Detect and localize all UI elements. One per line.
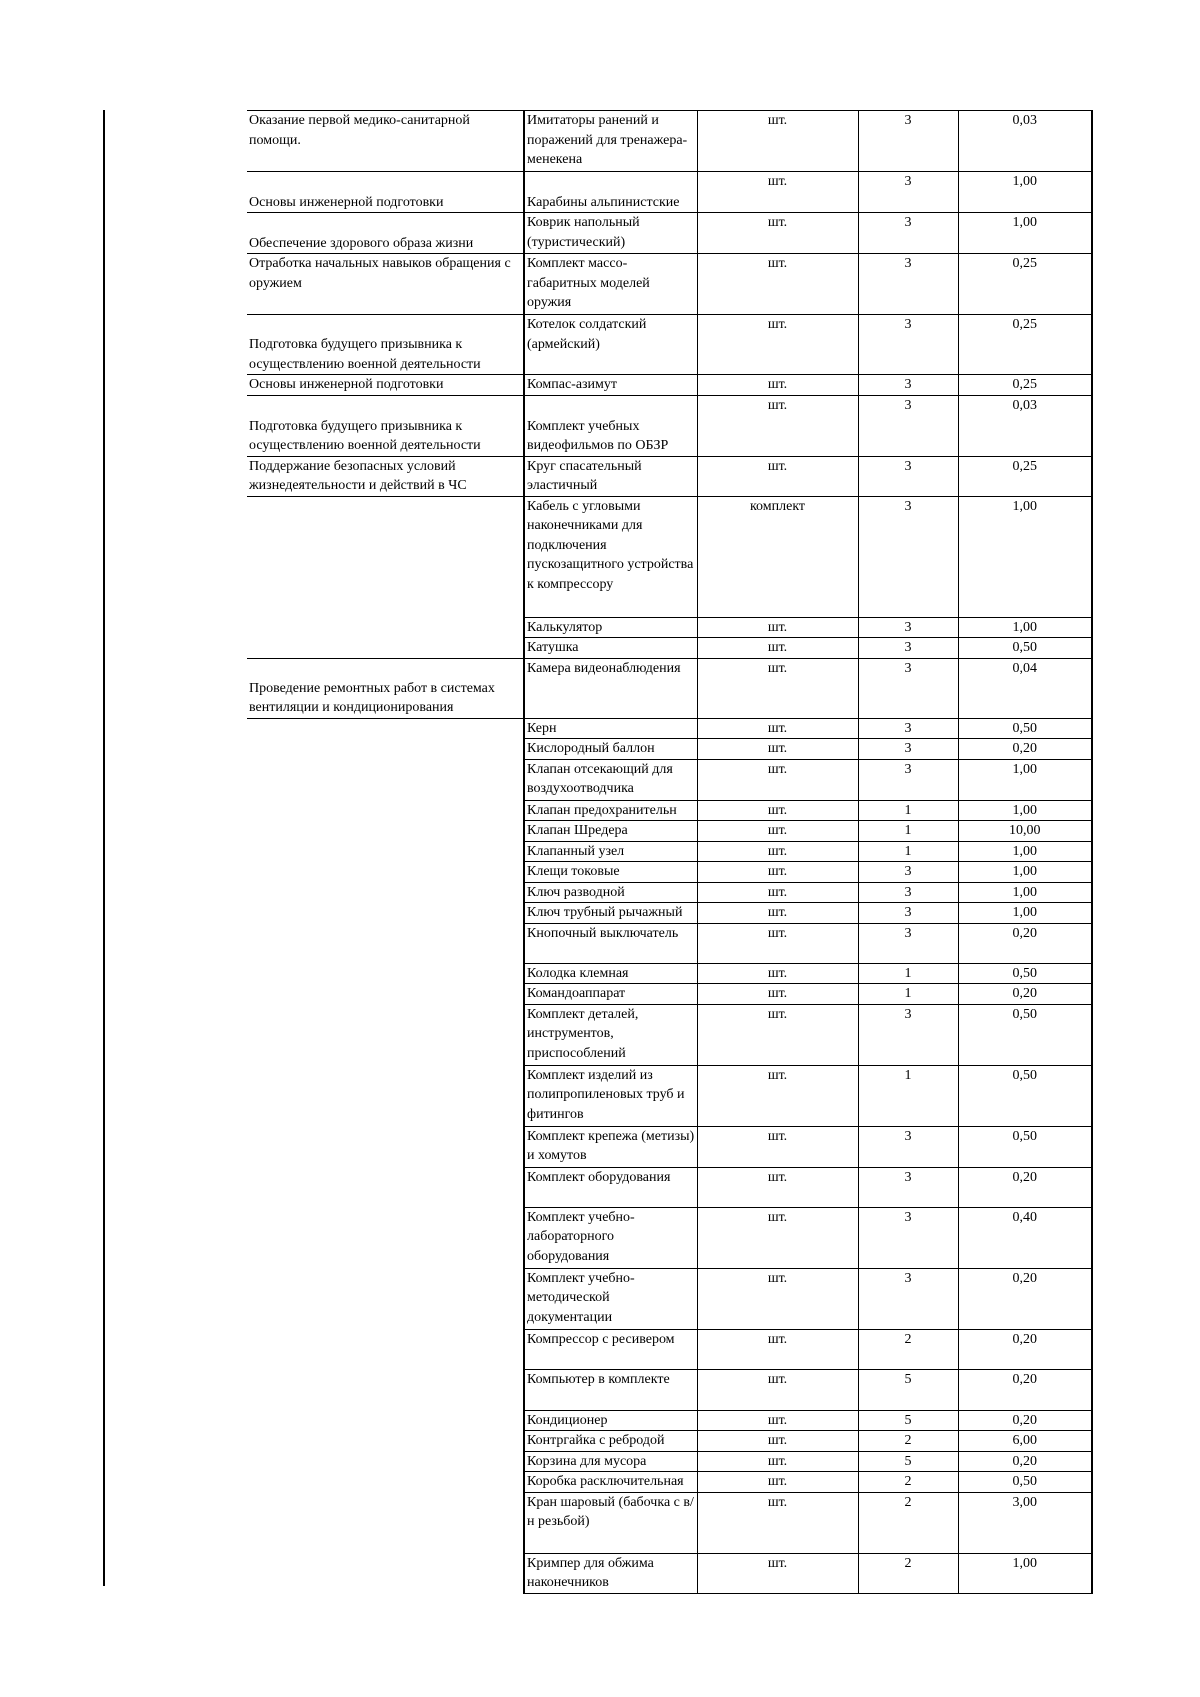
section-cell [247, 759, 524, 800]
unit-cell: шт. [697, 638, 858, 659]
qty-cell: 3 [858, 658, 958, 718]
table-row [247, 638, 1092, 659]
unit-cell: шт. [697, 1329, 858, 1369]
item-cell: Комплект учебно-методической документации [524, 1268, 697, 1329]
table-row [247, 923, 1092, 963]
unit-cell: шт. [697, 903, 858, 924]
coef-cell: 1,00 [958, 841, 1092, 862]
unit-cell: шт. [697, 1167, 858, 1207]
coef-cell: 0,25 [958, 254, 1092, 315]
item-cell: Керн [524, 718, 697, 739]
section-cell: Основы инженерной подготовки [247, 375, 524, 396]
unit-cell: шт. [697, 759, 858, 800]
section-cell [247, 882, 524, 903]
unit-cell: шт. [697, 1553, 858, 1593]
item-cell: Контргайка с ребродой [524, 1431, 697, 1452]
unit-cell: шт. [697, 1369, 858, 1410]
item-cell: Кримпер для обжима наконечников [524, 1553, 697, 1593]
qty-cell: 3 [858, 862, 958, 883]
coef-cell: 0,20 [958, 1369, 1092, 1410]
table-row [247, 254, 1092, 315]
section-cell [247, 739, 524, 760]
section-cell: Проведение ремонтных работ в системах вентиляции и кондиционирования [247, 658, 524, 718]
table-row [247, 315, 1092, 375]
coef-cell: 0,20 [958, 1410, 1092, 1431]
item-cell: Комплект учебных видеофильмов по ОБЗР [524, 395, 697, 456]
unit-cell: шт. [697, 658, 858, 718]
section-cell [247, 1126, 524, 1167]
table-row [247, 1410, 1092, 1431]
section-cell: Основы инженерной подготовки [247, 172, 524, 213]
qty-cell: 3 [858, 213, 958, 254]
section-cell [247, 1329, 524, 1369]
table-row [247, 882, 1092, 903]
item-cell: Клапан отсекающий для воздухоотводчика [524, 759, 697, 800]
coef-cell: 6,00 [958, 1431, 1092, 1452]
item-cell: Компьютер в комплекте [524, 1369, 697, 1410]
item-cell: Карабины альпинистские [524, 172, 697, 213]
item-cell: Колодка клемная [524, 963, 697, 984]
item-cell: Компрессор с ресивером [524, 1329, 697, 1369]
qty-cell: 2 [858, 1472, 958, 1493]
item-cell: Катушка [524, 638, 697, 659]
item-cell: Клещи токовые [524, 862, 697, 883]
coef-cell: 0,20 [958, 984, 1092, 1005]
coef-cell: 0,20 [958, 1167, 1092, 1207]
table-row [247, 213, 1092, 254]
table-row [247, 903, 1092, 924]
qty-cell: 1 [858, 963, 958, 984]
section-cell [247, 718, 524, 739]
unit-cell: шт. [697, 862, 858, 883]
unit-cell: шт. [697, 882, 858, 903]
table-row [247, 375, 1092, 396]
table-row [247, 1369, 1092, 1410]
table-row [247, 1553, 1092, 1593]
unit-cell: шт. [697, 1451, 858, 1472]
table-row [247, 984, 1092, 1005]
coef-cell: 0,03 [958, 111, 1092, 172]
table-row [247, 1126, 1092, 1167]
table-row [247, 821, 1092, 842]
equipment-table [247, 110, 1093, 1594]
unit-cell: шт. [697, 1126, 858, 1167]
table-row [247, 862, 1092, 883]
item-cell: Коврик напольный (туристический) [524, 213, 697, 254]
qty-cell: 3 [858, 1004, 958, 1065]
table-row [247, 496, 1092, 617]
margin-line [103, 110, 105, 1586]
unit-cell: шт. [697, 456, 858, 496]
unit-cell: шт. [697, 1410, 858, 1431]
qty-cell: 3 [858, 759, 958, 800]
item-cell: Круг спасательный эластичный [524, 456, 697, 496]
qty-cell: 2 [858, 1553, 958, 1593]
item-cell: Калькулятор [524, 617, 697, 638]
coef-cell: 0,20 [958, 1268, 1092, 1329]
coef-cell: 0,25 [958, 375, 1092, 396]
qty-cell: 3 [858, 923, 958, 963]
coef-cell: 1,00 [958, 1553, 1092, 1593]
item-cell: Кнопочный выключатель [524, 923, 697, 963]
coef-cell: 3,00 [958, 1492, 1092, 1553]
section-cell [247, 1451, 524, 1472]
qty-cell: 1 [858, 984, 958, 1005]
unit-cell: шт. [697, 315, 858, 375]
table-row [247, 1329, 1092, 1369]
coef-cell: 0,20 [958, 739, 1092, 760]
section-cell [247, 638, 524, 659]
table-row [247, 1207, 1092, 1268]
qty-cell: 2 [858, 1431, 958, 1452]
table-row [247, 739, 1092, 760]
unit-cell: шт. [697, 1065, 858, 1126]
section-cell [247, 1410, 524, 1431]
coef-cell: 1,00 [958, 617, 1092, 638]
qty-cell: 3 [858, 395, 958, 456]
coef-cell: 1,00 [958, 759, 1092, 800]
table-row [247, 1431, 1092, 1452]
unit-cell: шт. [697, 1472, 858, 1493]
unit-cell: шт. [697, 617, 858, 638]
qty-cell: 1 [858, 821, 958, 842]
item-cell: Клапан предохранительн [524, 800, 697, 821]
table-row [247, 172, 1092, 213]
section-cell [247, 862, 524, 883]
unit-cell: шт. [697, 984, 858, 1005]
section-cell [247, 1369, 524, 1410]
item-cell: Кран шаровый (бабочка с в/н резьбой) [524, 1492, 697, 1553]
section-cell [247, 1167, 524, 1207]
unit-cell: шт. [697, 963, 858, 984]
unit-cell: шт. [697, 1431, 858, 1452]
qty-cell: 1 [858, 841, 958, 862]
item-cell: Кабель с угловыми наконечниками для подключения пускозащитного устройства к компрессору [524, 496, 697, 617]
section-cell [247, 821, 524, 842]
item-cell: Комплект массо-габаритных моделей оружия [524, 254, 697, 315]
qty-cell: 3 [858, 315, 958, 375]
qty-cell: 3 [858, 718, 958, 739]
coef-cell: 1,00 [958, 882, 1092, 903]
table-row [247, 1004, 1092, 1065]
coef-cell: 1,00 [958, 862, 1092, 883]
table-row [247, 718, 1092, 739]
coef-cell: 0,20 [958, 1329, 1092, 1369]
section-cell: Отработка начальных навыков обращения с оружием [247, 254, 524, 315]
section-cell: Оказание первой медико-санитарной помощи. [247, 111, 524, 172]
unit-cell: шт. [697, 1492, 858, 1553]
qty-cell: 5 [858, 1451, 958, 1472]
section-cell [247, 1268, 524, 1329]
item-cell: Кислородный баллон [524, 739, 697, 760]
table-row [247, 395, 1092, 456]
qty-cell: 3 [858, 903, 958, 924]
coef-cell: 0,40 [958, 1207, 1092, 1268]
unit-cell: шт. [697, 213, 858, 254]
unit-cell: шт. [697, 718, 858, 739]
item-cell: Клапанный узел [524, 841, 697, 862]
table-row [247, 1167, 1092, 1207]
section-cell [247, 1492, 524, 1553]
qty-cell: 1 [858, 800, 958, 821]
item-cell: Ключ разводной [524, 882, 697, 903]
coef-cell: 0,50 [958, 1004, 1092, 1065]
equipment-table-body [247, 111, 1092, 1594]
item-cell: Командоаппарат [524, 984, 697, 1005]
table-row [247, 658, 1092, 718]
qty-cell: 3 [858, 1167, 958, 1207]
item-cell: Комплект изделий из полипропиленовых труб и фитингов [524, 1065, 697, 1126]
unit-cell: шт. [697, 739, 858, 760]
section-cell [247, 841, 524, 862]
item-cell: Имитаторы ранений и поражений для тренажера-менекена [524, 111, 697, 172]
section-cell [247, 923, 524, 963]
section-cell [247, 617, 524, 638]
section-cell [247, 963, 524, 984]
qty-cell: 3 [858, 882, 958, 903]
qty-cell: 3 [858, 739, 958, 760]
coef-cell: 0,20 [958, 1451, 1092, 1472]
qty-cell: 3 [858, 254, 958, 315]
unit-cell: шт. [697, 1268, 858, 1329]
item-cell: Комплект крепежа (метизы) и хомутов [524, 1126, 697, 1167]
coef-cell: 0,03 [958, 395, 1092, 456]
coef-cell: 0,25 [958, 456, 1092, 496]
qty-cell: 3 [858, 1268, 958, 1329]
qty-cell: 5 [858, 1410, 958, 1431]
section-cell [247, 1065, 524, 1126]
unit-cell: шт. [697, 111, 858, 172]
qty-cell: 2 [858, 1329, 958, 1369]
table-row [247, 1472, 1092, 1493]
table-row [247, 456, 1092, 496]
section-cell [247, 1472, 524, 1493]
section-cell [247, 1553, 524, 1593]
coef-cell: 0,50 [958, 1065, 1092, 1126]
section-cell [247, 1431, 524, 1452]
section-cell [247, 903, 524, 924]
coef-cell: 0,50 [958, 638, 1092, 659]
section-cell: Поддержание безопасных условий жизнедеятельности и действий в ЧС [247, 456, 524, 496]
section-cell [247, 1004, 524, 1065]
unit-cell: шт. [697, 1004, 858, 1065]
unit-cell: шт. [697, 923, 858, 963]
table-row [247, 1492, 1092, 1553]
unit-cell: шт. [697, 841, 858, 862]
table-row [247, 617, 1092, 638]
coef-cell: 1,00 [958, 213, 1092, 254]
qty-cell: 3 [858, 111, 958, 172]
qty-cell: 3 [858, 638, 958, 659]
unit-cell: шт. [697, 800, 858, 821]
table-row [247, 111, 1092, 172]
item-cell: Корзина для мусора [524, 1451, 697, 1472]
qty-cell: 3 [858, 375, 958, 396]
section-cell: Подготовка будущего призывника к осуществлению военной деятельности [247, 395, 524, 456]
item-cell: Компас-азимут [524, 375, 697, 396]
section-cell [247, 1207, 524, 1268]
section-cell [247, 496, 524, 617]
table-row [247, 1065, 1092, 1126]
unit-cell: шт. [697, 375, 858, 396]
coef-cell: 0,04 [958, 658, 1092, 718]
table-row [247, 963, 1092, 984]
qty-cell: 3 [858, 496, 958, 617]
table-row [247, 1268, 1092, 1329]
qty-cell: 3 [858, 617, 958, 638]
item-cell: Ключ трубный рычажный [524, 903, 697, 924]
item-cell: Коробка расключительная [524, 1472, 697, 1493]
table-row [247, 800, 1092, 821]
qty-cell: 2 [858, 1492, 958, 1553]
unit-cell: шт. [697, 1207, 858, 1268]
coef-cell: 0,50 [958, 1126, 1092, 1167]
unit-cell: шт. [697, 821, 858, 842]
qty-cell: 3 [858, 1126, 958, 1167]
qty-cell: 3 [858, 1207, 958, 1268]
unit-cell: комплект [697, 496, 858, 617]
qty-cell: 5 [858, 1369, 958, 1410]
item-cell: Комплект оборудования [524, 1167, 697, 1207]
table-row [247, 841, 1092, 862]
table-row [247, 1451, 1092, 1472]
coef-cell: 0,25 [958, 315, 1092, 375]
table-row [247, 759, 1092, 800]
item-cell: Комплект учебно-лабораторного оборудования [524, 1207, 697, 1268]
item-cell: Камера видеонаблюдения [524, 658, 697, 718]
coef-cell: 1,00 [958, 903, 1092, 924]
coef-cell: 1,00 [958, 496, 1092, 617]
qty-cell: 3 [858, 172, 958, 213]
coef-cell: 0,50 [958, 963, 1092, 984]
section-cell [247, 984, 524, 1005]
item-cell: Котелок солдатский (армейский) [524, 315, 697, 375]
coef-cell: 1,00 [958, 800, 1092, 821]
unit-cell: шт. [697, 395, 858, 456]
coef-cell: 0,20 [958, 923, 1092, 963]
section-cell [247, 800, 524, 821]
coef-cell: 0,50 [958, 718, 1092, 739]
section-cell: Подготовка будущего призывника к осуществлению военной деятельности [247, 315, 524, 375]
item-cell: Кондиционер [524, 1410, 697, 1431]
unit-cell: шт. [697, 172, 858, 213]
item-cell: Комплект деталей, инструментов, приспособлений [524, 1004, 697, 1065]
section-cell: Обеспечение здорового образа жизни [247, 213, 524, 254]
coef-cell: 10,00 [958, 821, 1092, 842]
coef-cell: 1,00 [958, 172, 1092, 213]
item-cell: Клапан Шредера [524, 821, 697, 842]
unit-cell: шт. [697, 254, 858, 315]
coef-cell: 0,50 [958, 1472, 1092, 1493]
qty-cell: 3 [858, 456, 958, 496]
qty-cell: 1 [858, 1065, 958, 1126]
